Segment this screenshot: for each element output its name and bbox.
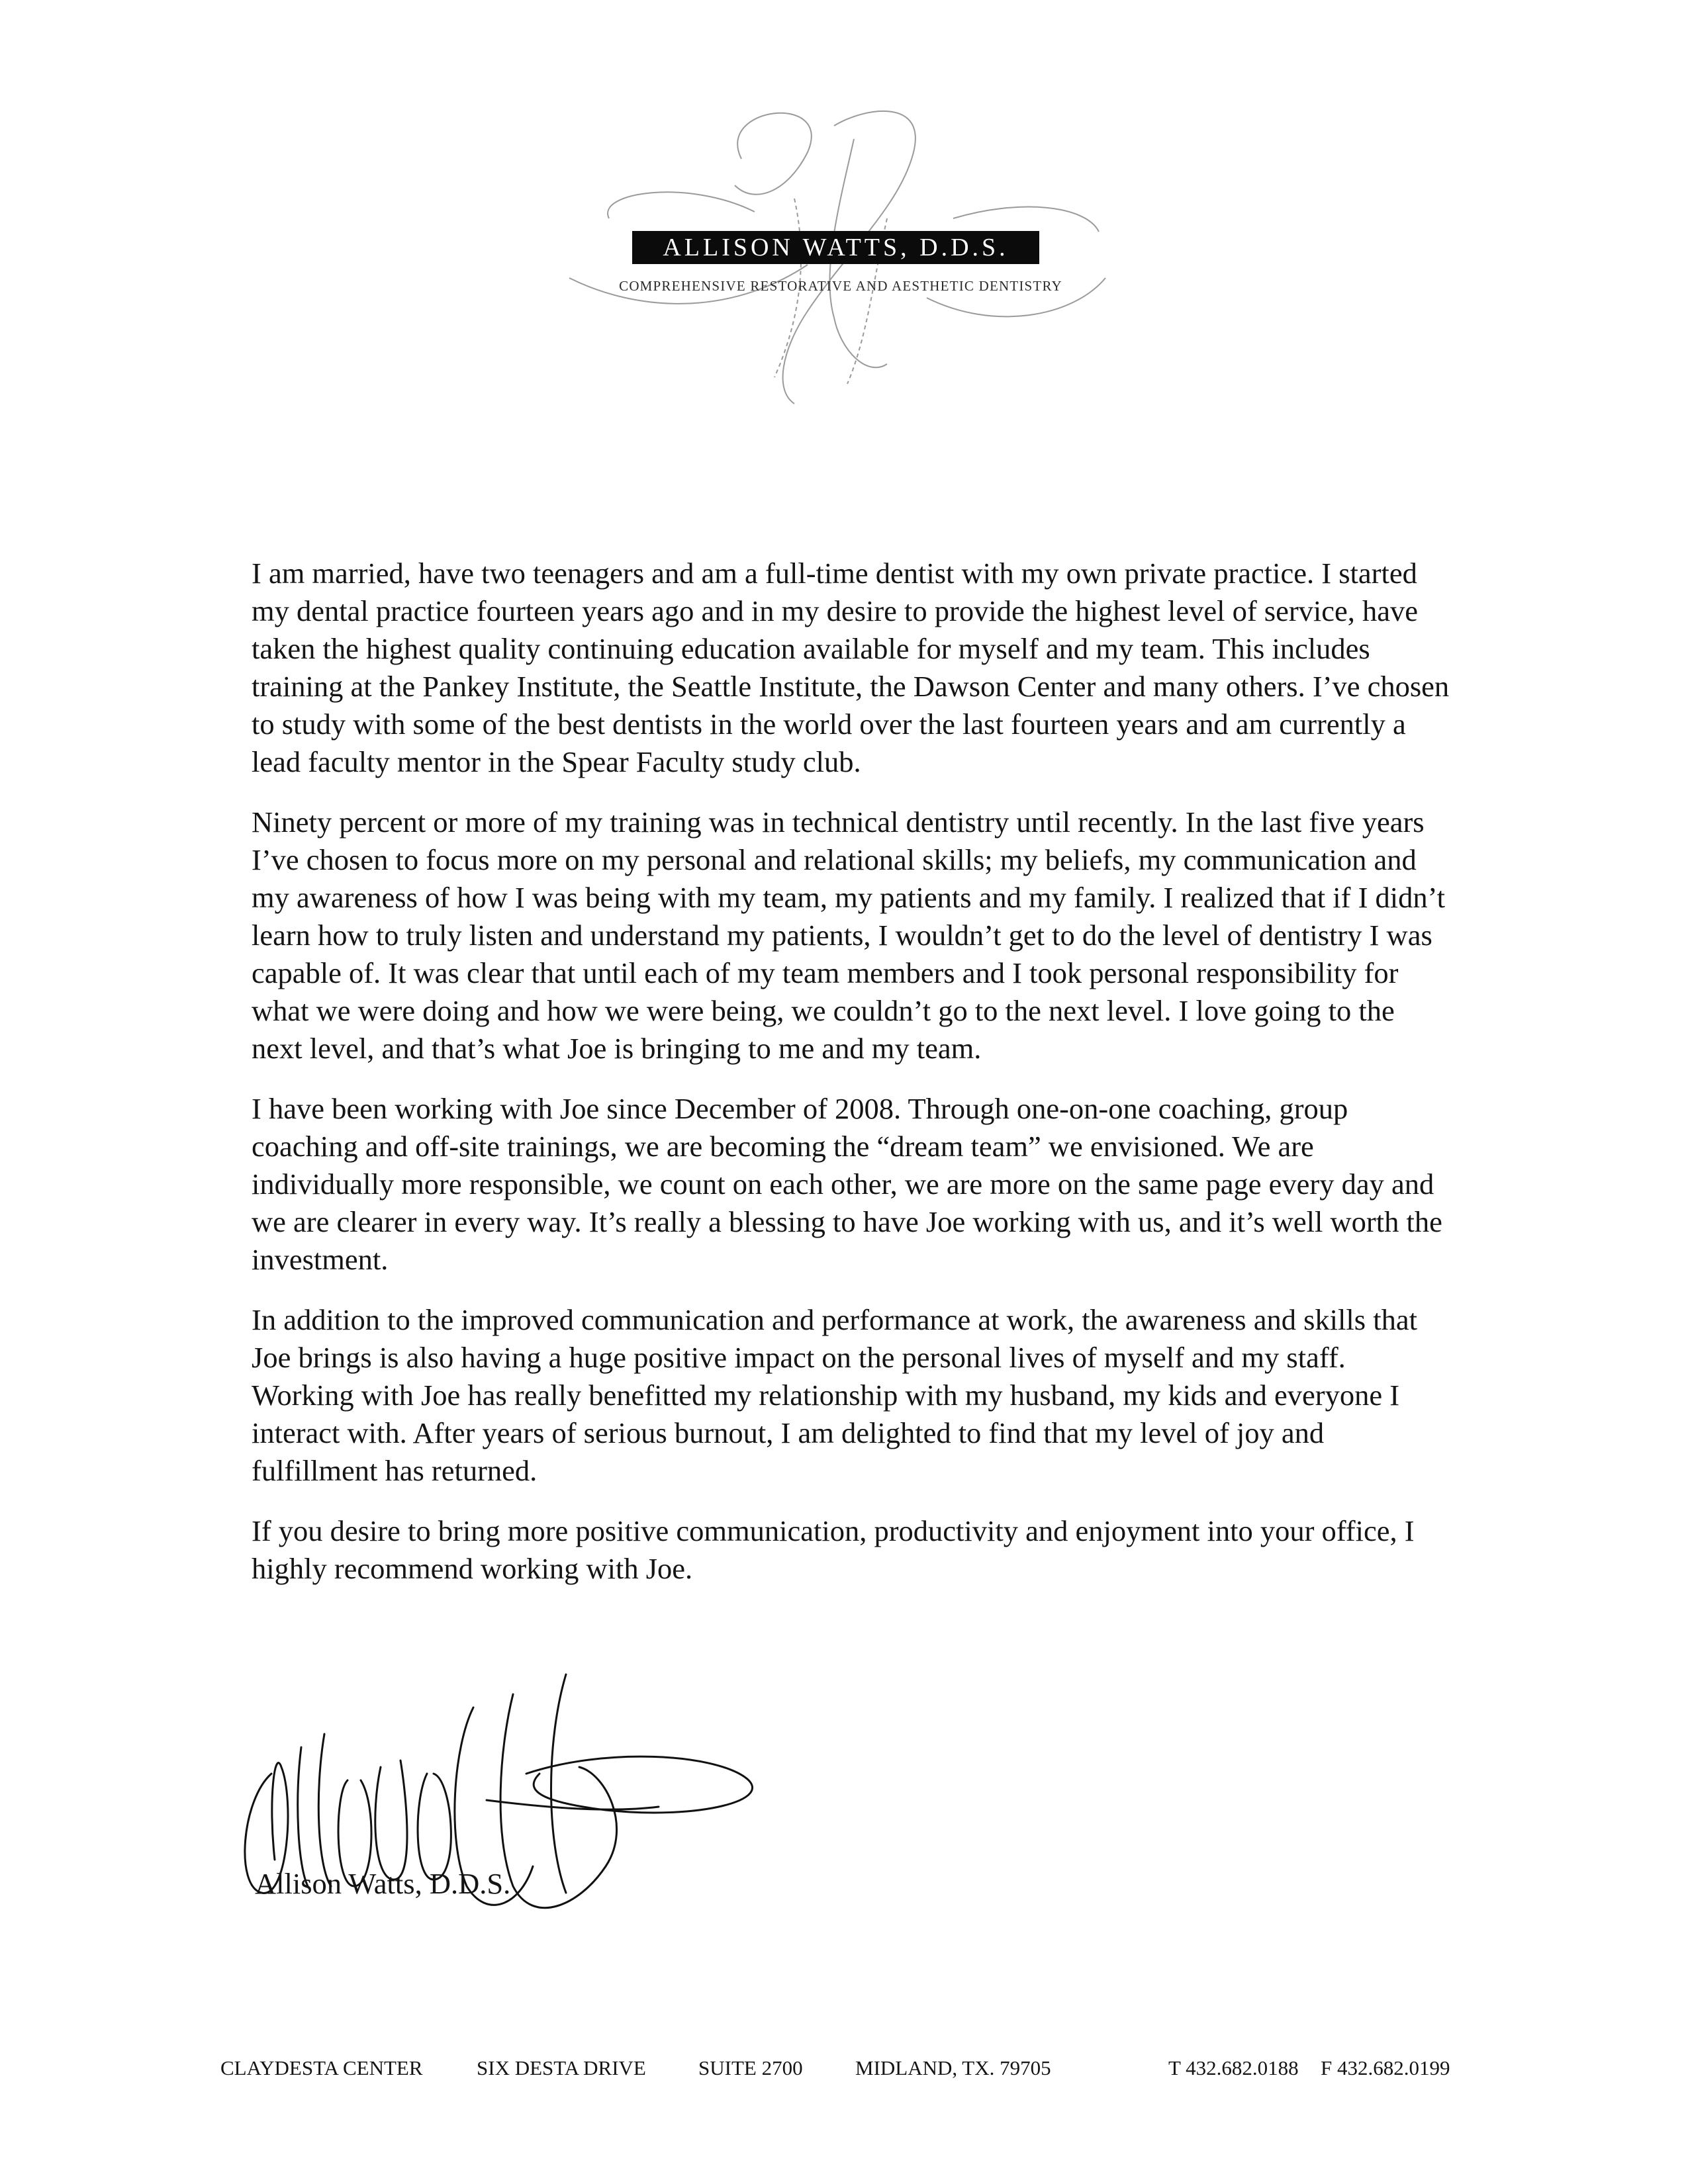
letterhead-footer bbox=[0, 2056, 1688, 2083]
paragraph: I have been working with Joe since December of 2008. Through one-on-one coaching, group coaching and off-site trainings, we are becoming the “dream team” we envisioned. We are individually more responsible, we count on each other, we are more on the same page every day and we are clearer in every way. It’s really a blessing to have Joe working with us, and it’s well worth the investment. bbox=[252, 1092, 1442, 1276]
footer-building: CLAYDESTA CENTER bbox=[220, 2056, 423, 2079]
practice-tagline: COMPREHENSIVE RESTORATIVE AND AESTHETIC DENTISTRY bbox=[619, 278, 1062, 294]
paragraph: In addition to the improved communication and performance at work, the awareness and skills that Joe brings is also having a huge positive impact on the personal lives of myself and my staff. Working with Joe has really benefitted my relationship with my husband, my kids and everyone I interact with. After years of serious burnout, I am delighted to find that my level of joy and fulfillment has returned. bbox=[252, 1303, 1417, 1487]
footer-city: MIDLAND, TX. 79705 bbox=[855, 2056, 1051, 2079]
letter-body bbox=[252, 555, 1450, 1610]
footer-fax: F 432.682.0199 bbox=[1321, 2056, 1450, 2079]
signer-name: Allison Watts, D.D.S. bbox=[255, 1867, 511, 1900]
paragraph: If you desire to bring more positive communication, productivity and enjoyment into your office, I highly recommend working with Joe. bbox=[252, 1514, 1415, 1585]
footer-street: SIX DESTA DRIVE bbox=[477, 2056, 646, 2079]
paragraph: I am married, have two teenagers and am a full-time dentist with my own private practice. I started my dental practice fourteen years ago and in my desire to provide the highest level of service, have taken the highest quality continuing education available for myself and my team. This includes training at the Pankey Institute, the Seattle Institute, the Dawson Center and many others. I’ve chosen to study with some of the best dentists in the world over the last fourteen years and am currently a lead faculty mentor in the Spear Faculty study club. bbox=[252, 557, 1450, 778]
practice-name: ALLISON WATTS, D.D.S. bbox=[632, 231, 1039, 264]
footer-phone: T 432.682.0188 bbox=[1168, 2056, 1299, 2079]
paragraph: Ninety percent or more of my training was in technical dentistry until recently. In the last five years I’ve chosen to focus more on my personal and relational skills; my beliefs, my communication and my awareness of how I was being with my team, my patients and my family. I realized that if I didn’t learn how to truly listen and understand my patients, I wouldn’t get to do the level of dentistry I was capable of. It was clear that until each of my team members and I took personal responsibility for what we were doing and how we were being, we couldn’t go to the next level. I love going to the next level, and that’s what Joe is bringing to me and my team. bbox=[252, 805, 1446, 1065]
footer-suite: SUITE 2700 bbox=[698, 2056, 803, 2079]
